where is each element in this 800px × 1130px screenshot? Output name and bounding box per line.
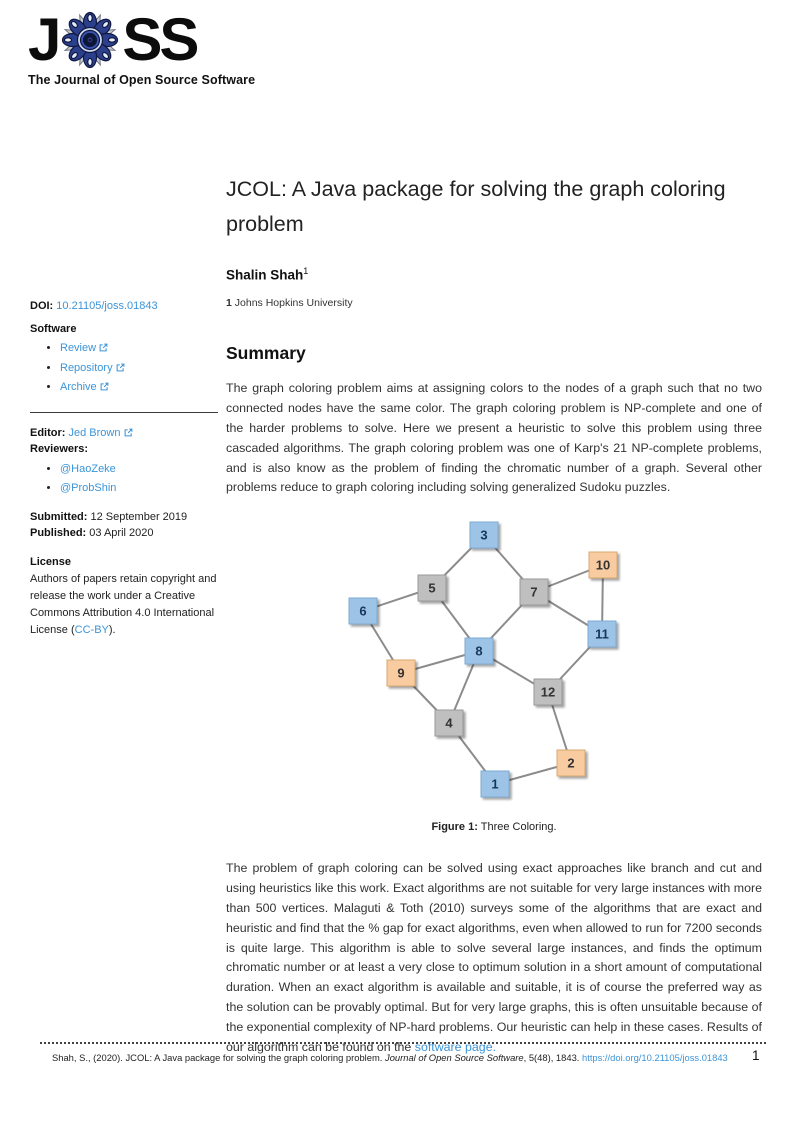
figure-1 <box>226 508 762 833</box>
graph-node-label: 11 <box>595 626 609 642</box>
logo-letter-j: J <box>28 6 59 73</box>
license-text <box>30 571 218 639</box>
summary-paragraph: The graph coloring problem aims at assigning colors to the nodes of a graph such that no two connected nodes have the same color. The graph coloring problem is NP-complete and one of the harder problems to solve. Here we present a heuristic to solve this problem using three cascaded algorithms. The graph coloring problem was one of Karp's 21 NP-complete problems, and is also know as the problem of finding the chromatic number of a graph. Several other problems reduce to graph coloring including solving generalized Sudoku puzzles. <box>226 381 762 495</box>
doi-row <box>30 298 218 315</box>
external-link-icon <box>116 363 125 372</box>
logo-tagline: The Journal of Open Source Software <box>28 73 256 87</box>
software-label: Software <box>30 322 77 335</box>
footer-divider <box>40 1042 766 1044</box>
figure-caption-text: Three Coloring. <box>477 821 557 834</box>
graph-node <box>418 575 446 601</box>
submitted-label: Submitted: <box>30 510 88 523</box>
page-number: 1 <box>752 1048 760 1063</box>
graph-node-label: 6 <box>359 603 367 619</box>
editor-row <box>30 425 218 442</box>
graph-node <box>387 660 415 686</box>
graph-node <box>470 522 498 548</box>
affiliation-line <box>226 297 762 309</box>
list-item <box>60 461 218 478</box>
list-item <box>60 480 218 497</box>
joss-logo <box>28 6 256 87</box>
sidebar <box>30 298 218 639</box>
external-link-icon <box>99 343 108 352</box>
graph-node-label: 3 <box>480 527 488 543</box>
citation-journal: Journal of Open Source Software <box>385 1052 524 1063</box>
external-link-icon <box>124 428 133 437</box>
joss-mandala-icon <box>61 11 119 69</box>
citation-doi-link[interactable]: https://doi.org/10.21105/joss.01843 <box>582 1052 728 1063</box>
summary-heading: Summary <box>226 343 306 364</box>
affiliation-number: 1 <box>226 297 232 310</box>
body-paragraph-text: The problem of graph coloring can be solved using exact approaches like branch and cut and using heuristics like this work. Exact algorithms are not suitable for very large instances with more than 500 vertices. Malaguti & Toth (2010) surveys some of the algorithms that are exact and heuristic and find that the % gap for exact algorithms, even when allowed to run for 7200 seconds is quite large. This algorithm is able to solve several large instances, and finds the optimum chromatic number or at least a very close to optimum solution in a short amount of computational duration. When an exact algorithm is available and suitable, it is of course the preferred way as the solution can be provably optimal. But for very large graphs, this is often unsuitable because of the exponential complexity of NP-hard problems. Our heuristic can help in these cases. Results of our algorithm can be found on the <box>226 861 762 1054</box>
cc-by-link[interactable]: CC-BY <box>74 624 109 637</box>
submitted-row <box>30 509 218 526</box>
graph-node <box>589 552 617 578</box>
software-page-link[interactable]: software page. <box>414 1039 497 1054</box>
doi-link[interactable]: 10.21105/joss.01843 <box>56 300 158 312</box>
graph-node <box>534 679 562 705</box>
review-link[interactable]: Review <box>60 342 97 354</box>
author-name: Shalin Shah <box>226 267 304 283</box>
reviewers-label: Reviewers: <box>30 443 89 455</box>
body-paragraph <box>226 859 762 1057</box>
graph-node <box>349 598 377 624</box>
list-item <box>60 340 218 357</box>
published-date: 03 April 2020 <box>86 527 154 539</box>
graph-node-label: 8 <box>475 643 483 659</box>
editor-label: Editor: <box>30 426 66 439</box>
graph-node-label: 9 <box>397 665 405 681</box>
submitted-date: 12 September 2019 <box>87 510 188 523</box>
reviewer-link-probshin[interactable]: @ProbShin <box>60 482 117 494</box>
graph-figure-svg <box>338 508 668 808</box>
graph-node <box>520 579 548 605</box>
reviewers-list <box>60 461 218 497</box>
graph-node-label: 4 <box>445 715 453 731</box>
graph-node-label: 10 <box>595 557 611 573</box>
affiliation-name: Johns Hopkins University <box>231 297 353 310</box>
license-text-after: ). <box>108 624 116 637</box>
citation-volume: , 5(48), 1843. <box>523 1052 582 1063</box>
published-row <box>30 525 218 542</box>
published-label: Published: <box>30 527 87 539</box>
editor-link[interactable]: Jed Brown <box>68 426 121 439</box>
joss-logo-wordmark <box>28 6 255 73</box>
graph-node <box>588 621 616 647</box>
reviewer-link-haozeke[interactable]: @HaoZeke <box>60 462 116 475</box>
graph-node <box>557 750 585 776</box>
license-label: License <box>30 555 71 568</box>
repository-link[interactable]: Repository <box>60 361 113 374</box>
dates-block <box>30 509 218 542</box>
graph-node-label: 5 <box>428 580 436 596</box>
graph-node-label: 12 <box>540 684 556 700</box>
figure-caption <box>226 821 762 833</box>
citation <box>52 1051 740 1066</box>
archive-link[interactable]: Archive <box>60 381 97 393</box>
sidebar-divider <box>30 412 218 413</box>
graph-node-label: 1 <box>491 776 499 792</box>
citation-text: Shah, S., (2020). JCOL: A Java package for solving the graph coloring problem. <box>52 1052 385 1063</box>
graph-node-label: 7 <box>530 584 538 600</box>
doi-label: DOI: <box>30 300 54 312</box>
external-link-icon <box>100 382 109 391</box>
graph-node <box>435 710 463 736</box>
software-links-list <box>60 340 218 396</box>
figure-caption-label: Figure 1: <box>431 821 478 834</box>
author-line <box>226 266 762 283</box>
logo-letters-ss: SS <box>122 6 197 73</box>
license-text-before: Authors of papers retain copyright and release the work under a Creative Commons Attribution 4.0 International License ( <box>30 573 217 637</box>
graph-node <box>465 638 493 664</box>
author-affiliation-mark: 1 <box>303 265 309 276</box>
graph-node-label: 2 <box>567 755 575 771</box>
list-item <box>60 360 218 377</box>
article <box>226 172 762 1058</box>
page-title: JCOL: A Java package for solving the graph coloring problem <box>226 177 726 236</box>
graph-node <box>481 771 509 797</box>
list-item <box>60 379 218 396</box>
